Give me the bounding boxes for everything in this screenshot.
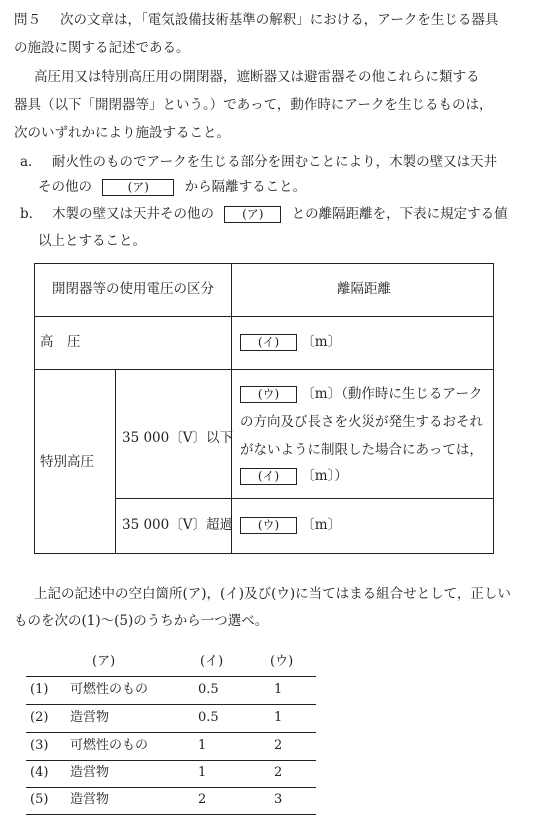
item-a-line-2-post: から隔離すること。 bbox=[184, 179, 307, 195]
row-35kv-below-text-4: 〔m〕） bbox=[301, 468, 348, 484]
answer-row-i: 1 bbox=[198, 738, 207, 753]
prompt-line-1: 上記の記述中の空白箇所(ア)，(イ)及び(ウ)に当てはまる組合せとして，正しい bbox=[34, 586, 511, 602]
answer-row-a: 可燃性のもの bbox=[70, 738, 149, 753]
answer-row-u: 1 bbox=[274, 710, 283, 725]
item-a-line-1: 耐火性のものでアークを生じる部分を囲むことにより，木製の壁又は天井 bbox=[52, 154, 498, 170]
row-35kv-below-line-2: の方向及び長さを火災が発生するおそれ bbox=[240, 414, 483, 430]
answer-row-i: 0.5 bbox=[198, 710, 219, 725]
answer-row-number: (1) bbox=[30, 682, 49, 697]
answer-header-i: (イ) bbox=[200, 654, 224, 669]
blank-u-2: (ウ) bbox=[240, 517, 297, 534]
row-35kv-below-line-4 bbox=[240, 466, 348, 486]
row-35kv-below-text-1: 〔m〕（動作時に生じるアーク bbox=[301, 386, 483, 402]
answer-row-i: 0.5 bbox=[198, 682, 219, 697]
header-separation-distance: 離隔距離 bbox=[337, 281, 391, 297]
row-35kv-above-label: 35 000〔V〕超過 bbox=[122, 517, 233, 533]
answer-row-a: 可燃性のもの bbox=[70, 682, 149, 697]
answer-row-i: 1 bbox=[198, 765, 207, 780]
answer-row-u: 2 bbox=[274, 738, 283, 753]
question-number: 問５ bbox=[14, 12, 41, 28]
special-high-voltage-label: 特別高圧 bbox=[40, 454, 94, 470]
answer-header-u: (ウ) bbox=[270, 654, 294, 669]
answer-row-a: 造営物 bbox=[70, 765, 110, 780]
item-a-marker: a． bbox=[20, 154, 42, 170]
row-35kv-below-label: 35 000〔V〕以下 bbox=[122, 430, 233, 446]
row-35kv-below-line-1 bbox=[240, 384, 482, 404]
item-a-line-2-pre: その他の bbox=[38, 179, 92, 195]
blank-i: (イ) bbox=[240, 334, 297, 351]
answer-row-u: 1 bbox=[274, 682, 283, 697]
item-a-line-2 bbox=[38, 177, 306, 197]
item-b-line-1-pre: 木製の壁又は天井その他の bbox=[52, 206, 214, 222]
answer-row-number: (4) bbox=[30, 765, 49, 780]
answer-row-u: 2 bbox=[274, 765, 283, 780]
row-high-voltage-label: 高 圧 bbox=[40, 334, 81, 350]
answer-row-a: 造営物 bbox=[70, 792, 110, 807]
answer-row-number: (5) bbox=[30, 792, 49, 807]
paragraph-line-1: 高圧用又は特別高圧用の開閉器，遮断器又は避雷器その他これらに類する bbox=[34, 69, 480, 85]
unit-m: 〔m〕 bbox=[301, 334, 342, 350]
row-35kv-above-value bbox=[240, 515, 341, 535]
unit-m-2: 〔m〕 bbox=[301, 517, 342, 533]
item-b-line-2: 以上とすること。 bbox=[38, 233, 146, 249]
item-b-marker: b． bbox=[20, 206, 43, 222]
question-intro-line-2: の施設に関する記述である。 bbox=[14, 40, 190, 56]
blank-i-2: (イ) bbox=[240, 468, 297, 485]
prompt-line-2: ものを次の(1)～(5)のうちから一つ選べ。 bbox=[14, 613, 269, 629]
blank-a-2: (ア) bbox=[224, 206, 281, 223]
row-35kv-below-line-3: がないように制限した場合にあっては， bbox=[240, 442, 483, 458]
answer-row-u: 3 bbox=[274, 792, 283, 807]
answer-row-number: (3) bbox=[30, 738, 49, 753]
row-high-voltage-value bbox=[240, 332, 341, 352]
answer-row-number: (2) bbox=[30, 710, 49, 725]
item-b-line-1-post: との離隔距離を，下表に規定する値 bbox=[291, 206, 508, 222]
answer-row-a: 造営物 bbox=[70, 710, 110, 725]
blank-u: (ウ) bbox=[240, 386, 297, 403]
blank-a: (ア) bbox=[102, 179, 174, 196]
item-b-line-1 bbox=[52, 204, 508, 224]
paragraph-line-2: 器具（以下「開閉器等」という。）であって，動作時にアークを生じるものは， bbox=[14, 97, 493, 113]
answer-row-i: 2 bbox=[198, 792, 207, 807]
header-voltage-class: 開閉器等の使用電圧の区分 bbox=[52, 281, 214, 297]
question-intro-line-1: 次の文章は，「電気設備技術基準の解釈」における，アークを生じる器具 bbox=[60, 12, 499, 28]
answer-header-a: (ア) bbox=[92, 654, 116, 669]
paragraph-line-3: 次のいずれかにより施設すること。 bbox=[14, 125, 230, 141]
